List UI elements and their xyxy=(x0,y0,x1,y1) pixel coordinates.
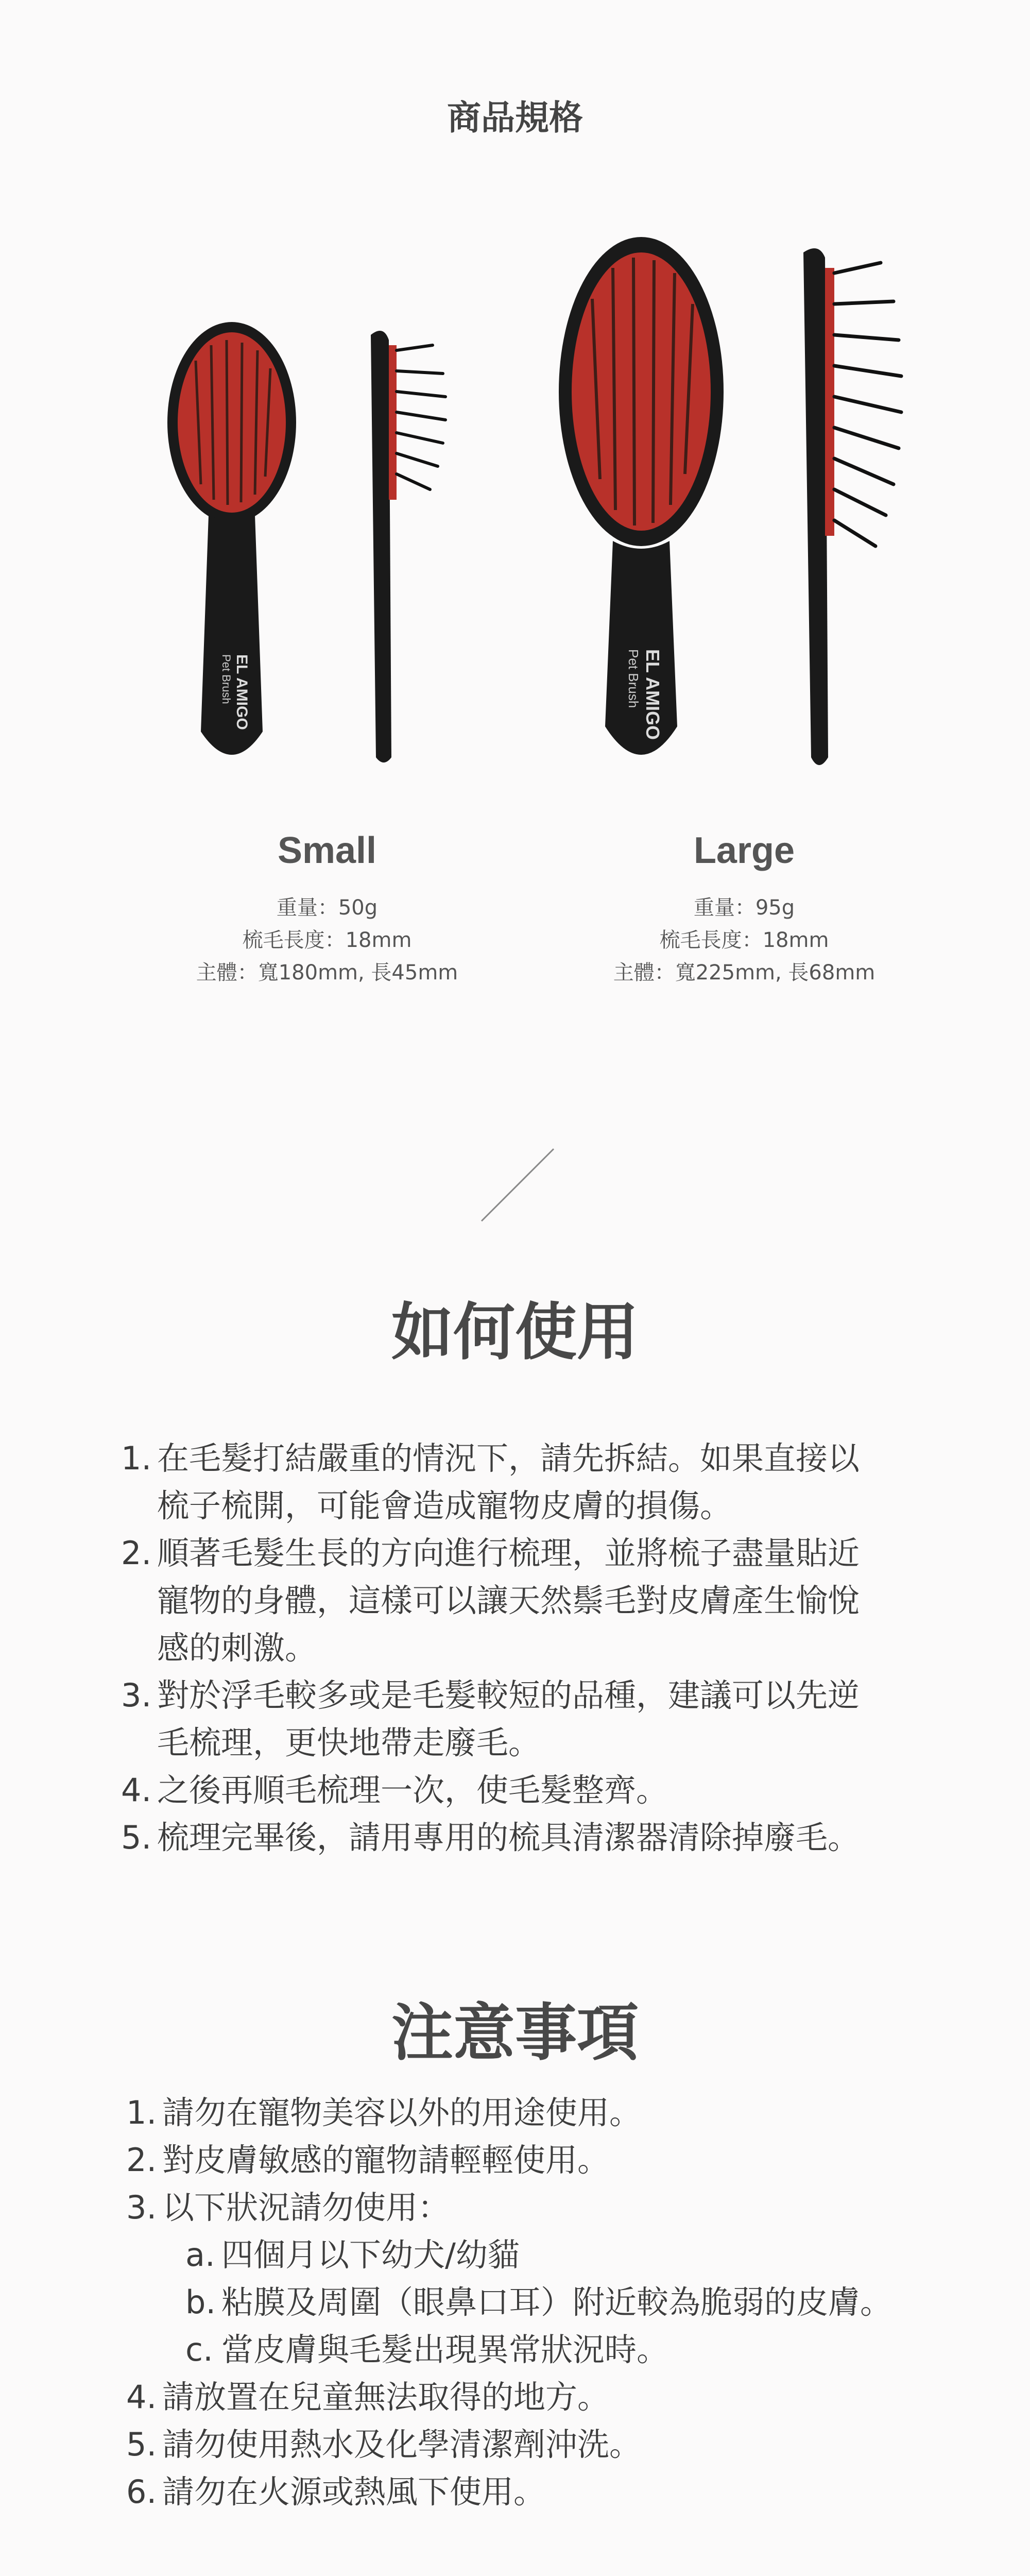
caution-list-continued xyxy=(126,2374,1002,2516)
list-item-number: 1. xyxy=(121,1439,152,1477)
list-item xyxy=(154,2279,1025,2326)
list-item-text: 感的刺激。 xyxy=(157,1629,317,1667)
list-item xyxy=(121,1672,945,1767)
list-item-number: a. xyxy=(185,2236,215,2274)
large-brush-logo: EL AMIGO xyxy=(642,649,663,740)
small-size-name: Small xyxy=(277,830,377,871)
usage-list xyxy=(121,1435,945,1861)
list-item-text: 以下狀況請勿使用： xyxy=(162,2189,450,2226)
small-brush-logo-sub: Pet Brush xyxy=(220,654,233,704)
small-weight: 重量：50g xyxy=(276,896,378,920)
list-item-text: 當皮膚與毛髮出現異常狀況時。 xyxy=(221,2331,669,2368)
list-item xyxy=(126,2184,1002,2231)
small-brush-logo: EL AMIGO xyxy=(233,654,250,730)
list-item-number: b. xyxy=(185,2283,216,2321)
list-item xyxy=(126,2421,1002,2468)
list-item-number: 2. xyxy=(126,2141,157,2179)
list-item xyxy=(121,1530,945,1672)
list-item-text: 之後再順毛梳理一次，使毛髮整齊。 xyxy=(157,1771,668,1809)
list-item-text: 在毛髮打結嚴重的情況下，請先拆結。如果直接以 xyxy=(157,1439,860,1477)
list-item xyxy=(126,2089,1002,2137)
list-item-number: 4. xyxy=(126,2378,157,2416)
list-item-text: 梳理完畢後，請用專用的梳具清潔器清除掉廢毛。 xyxy=(157,1819,860,1856)
list-item-number: 5. xyxy=(126,2426,157,2463)
large-brush-logo-sub: Pet Brush xyxy=(626,649,641,708)
usage-title: 如何使用 xyxy=(391,1297,639,1368)
large-bristle-length: 梳毛長度：18mm xyxy=(659,928,829,952)
small-body-size: 主體：寬180mm, 長45mm xyxy=(196,961,458,985)
list-item-number: 4. xyxy=(121,1771,152,1809)
small-bristle-length: 梳毛長度：18mm xyxy=(242,928,412,952)
list-item-number: 3. xyxy=(126,2189,157,2226)
list-item-text: 寵物的身體，這樣可以讓天然鬃毛對皮膚產生愉悅 xyxy=(157,1582,860,1619)
list-item-text: 四個月以下幼犬/幼貓 xyxy=(221,2236,520,2274)
caution-sublist xyxy=(154,2231,1025,2374)
list-item xyxy=(154,2231,1025,2279)
large-brush-front-image xyxy=(556,237,726,773)
list-item-text: 對於浮毛較多或是毛髮較短的品種，建議可以先逆 xyxy=(157,1676,860,1714)
list-item xyxy=(121,1814,945,1861)
large-body-size: 主體：寬225mm, 長68mm xyxy=(613,961,876,985)
list-item-text: 順著毛髮生長的方向進行梳理，並將梳子盡量貼近 xyxy=(157,1534,860,1572)
list-item-text: 對皮膚敏感的寵物請輕輕使用。 xyxy=(162,2141,610,2179)
list-item-number: 2. xyxy=(121,1534,152,1572)
list-item-text: 請勿使用熱水及化學清潔劑沖洗。 xyxy=(162,2426,642,2463)
list-item xyxy=(121,1767,945,1814)
spec-title: 商品規格 xyxy=(447,98,583,138)
large-size-name: Large xyxy=(693,830,795,871)
small-brush-front-image xyxy=(160,319,304,773)
list-item-text: 毛梳理，更快地帶走廢毛。 xyxy=(157,1724,541,1761)
list-item-number: 6. xyxy=(126,2473,157,2511)
list-item-text: 梳子梳開，可能會造成寵物皮膚的損傷。 xyxy=(157,1487,732,1524)
list-item-number: 5. xyxy=(121,1819,152,1856)
list-item-text: 請勿在火源或熱風下使用。 xyxy=(162,2473,546,2511)
list-item xyxy=(121,1435,945,1530)
list-item-number: 1. xyxy=(126,2094,157,2131)
list-item xyxy=(126,2468,1002,2516)
small-brush-side-image xyxy=(360,325,453,768)
large-weight: 重量：95g xyxy=(693,896,795,920)
list-item xyxy=(126,2374,1002,2421)
list-item-number: c. xyxy=(185,2331,213,2368)
list-item-number: 3. xyxy=(121,1676,152,1714)
list-item xyxy=(126,2137,1002,2184)
list-item xyxy=(154,2326,1025,2374)
list-item-text: 請放置在兒童無法取得的地方。 xyxy=(162,2378,610,2416)
caution-list xyxy=(126,2089,1002,2231)
large-brush-side-image xyxy=(793,242,906,773)
list-item-text: 請勿在寵物美容以外的用途使用。 xyxy=(162,2094,642,2131)
list-item-text: 粘膜及周圍（眼鼻口耳）附近較為脆弱的皮膚。 xyxy=(221,2283,892,2321)
caution-title: 注意事項 xyxy=(391,1997,639,2069)
section-divider xyxy=(474,1144,561,1226)
